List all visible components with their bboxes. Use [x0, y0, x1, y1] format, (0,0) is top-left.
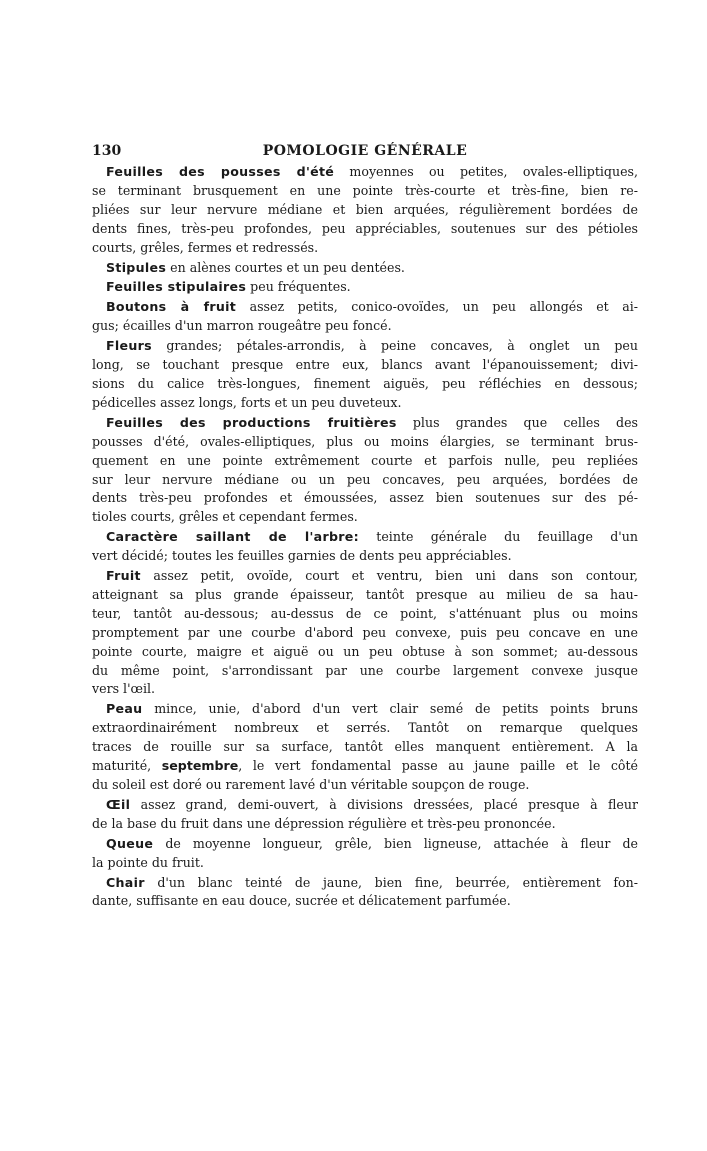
paragraph-text: plus grandes que celles des: [396, 414, 638, 430]
paragraph: [92, 298, 638, 336]
inline-bold-term: septembre: [161, 758, 239, 774]
text-line: [92, 528, 638, 547]
text-line: pédicelles assez longs, forts et un peu duveteux.: [92, 394, 402, 410]
paragraph-term: Fleurs: [106, 338, 152, 354]
text-line: promptement par une courbe d'abord peu convexe, puis peu concave en une: [92, 624, 638, 640]
text-line: sur leur nervure médiane ou un peu concaves, peu arquées, bordées de: [92, 471, 638, 487]
paragraph: [92, 163, 638, 258]
paragraph: [92, 414, 638, 527]
paragraph-term: Caractère saillant de l'arbre:: [106, 529, 359, 545]
paragraph-term: Peau: [106, 701, 143, 717]
text-line: dante, suffisante en eau douce, sucrée et délicatement parfumée.: [92, 893, 511, 909]
paragraph-term: Chair: [106, 874, 145, 890]
paragraph: [92, 874, 638, 912]
text-line: tioles courts, grêles et cependant fermes.: [92, 509, 358, 525]
paragraph-term: Feuilles stipulaires: [106, 279, 247, 295]
text-line: [92, 874, 638, 893]
paragraph-term: Queue: [106, 835, 154, 851]
text-line: [92, 796, 638, 815]
paragraph-text: mince, unie, d'abord d'un vert clair semé de petits points bruns: [142, 701, 638, 717]
text-line: pousses d'été, ovales-elliptiques, plus ou moins élargies, se terminant brus-: [92, 433, 638, 449]
text-line: vers l'œil.: [92, 681, 156, 697]
text-line: [92, 757, 638, 776]
text-line: [92, 278, 638, 297]
text-line: vert décidé; toutes les feuilles garnies de dents peu appréciables.: [92, 548, 512, 564]
paragraph-text: grandes; pétales-arrondis, à peine concaves, à onglet un peu: [151, 338, 638, 354]
text-line: se terminant brusquement en une pointe très-courte et très-fine, bien re-: [92, 182, 638, 198]
paragraph: [92, 835, 638, 873]
text-line: de la base du fruit dans une dépression régulière et très-peu prononcée.: [92, 815, 556, 831]
text-line: traces de rouille sur sa surface, tantôt elles manquent entièrement. A la: [92, 739, 638, 755]
paragraph-text: en alènes courtes et un peu dentées.: [166, 259, 405, 275]
paragraph-term: Stipules: [106, 259, 167, 275]
paragraph-term: Feuilles des productions fruitières: [106, 414, 397, 430]
page-header: [92, 143, 638, 163]
running-title: POMOLOGIE GÉNÉRALE: [262, 143, 468, 159]
paragraph-text: moyennes ou petites, ovales-elliptiques,: [334, 164, 638, 179]
paragraph-text: assez petit, ovoïde, court et ventru, bien uni dans son contour,: [140, 568, 638, 584]
text-line: [92, 337, 638, 356]
text-line: quement en une pointe extrêmement courte et parfois nulle, peu repliées: [92, 452, 638, 468]
paragraph-text: maturité,: [92, 758, 162, 774]
paragraph-term: Fruit: [106, 568, 141, 584]
text-line: sions du calice très-longues, finement aiguës, peu réfléchies en dessous;: [92, 375, 638, 391]
paragraph: [92, 278, 638, 297]
page-number: 130: [92, 143, 122, 159]
text-line: dents fines, très-peu profondes, peu appréciables, soutenues sur des pétioles: [92, 220, 638, 236]
text-line: courts, grêles, fermes et redressés.: [92, 239, 319, 255]
paragraph-text: teinte générale du feuillage d'un: [358, 529, 638, 545]
text-line: atteignant sa plus grande épaisseur, tantôt presque au milieu de sa hau-: [92, 586, 638, 602]
text-line: du même point, s'arrondissant par une courbe largement convexe jusque: [92, 662, 638, 678]
text-line: gus; écailles d'un marron rougeâtre peu foncé.: [92, 318, 392, 334]
text-line: [92, 259, 638, 278]
text-line: [92, 700, 638, 719]
paragraph: [92, 337, 638, 413]
text-line: long, se touchant presque entre eux, blancs avant l'épanouissement; divi-: [92, 357, 638, 373]
paragraph-text: de moyenne longueur, grêle, bien ligneuse, attachée à fleur de: [153, 835, 638, 851]
text-line: du soleil est doré ou rarement lavé d'un véritable soupçon de rouge.: [92, 777, 530, 792]
text-line: la pointe du fruit.: [92, 854, 204, 870]
paragraph-text: d'un blanc teinté de jaune, bien fine, beurrée, entièrement fon-: [144, 874, 638, 890]
text-line: [92, 163, 638, 182]
paragraph-term: Boutons à fruit: [106, 299, 237, 315]
text-line: pointe courte, maigre et aiguë ou un peu obtuse à son sommet; au-dessous: [92, 643, 638, 659]
paragraph-text: assez grand, demi-ouvert, à divisions dressées, placé presque à fleur: [130, 796, 638, 812]
paragraph: [92, 700, 638, 795]
text-line: [92, 414, 638, 433]
text-line: [92, 835, 638, 854]
paragraph-text: peu fréquentes.: [246, 279, 351, 295]
paragraph: [92, 796, 638, 834]
paragraph: [92, 567, 638, 699]
paragraph-text: , le vert fondamental passe au jaune paille et le côté: [238, 758, 638, 774]
text-line: extraordinairément nombreux et serrés. Tantôt on remarque quelques: [92, 720, 638, 736]
page-body: [92, 163, 638, 912]
paragraph-term: Œil: [106, 796, 131, 812]
text-line: [92, 298, 638, 317]
text-line: dents très-peu profondes et émoussées, assez bien soutenues sur des pé-: [92, 490, 638, 506]
paragraph: [92, 259, 638, 278]
text-line: [92, 567, 638, 586]
paragraph-term: Feuilles des pousses d'été: [106, 164, 335, 179]
paragraph: [92, 528, 638, 566]
text-line: teur, tantôt au-dessous; au-dessus de ce point, s'atténuant plus ou moins: [92, 605, 638, 621]
text-line: pliées sur leur nervure médiane et bien arquées, régulièrement bordées de: [92, 201, 638, 217]
paragraph-text: assez petits, conico-ovoïdes, un peu allongés et ai-: [236, 299, 638, 315]
